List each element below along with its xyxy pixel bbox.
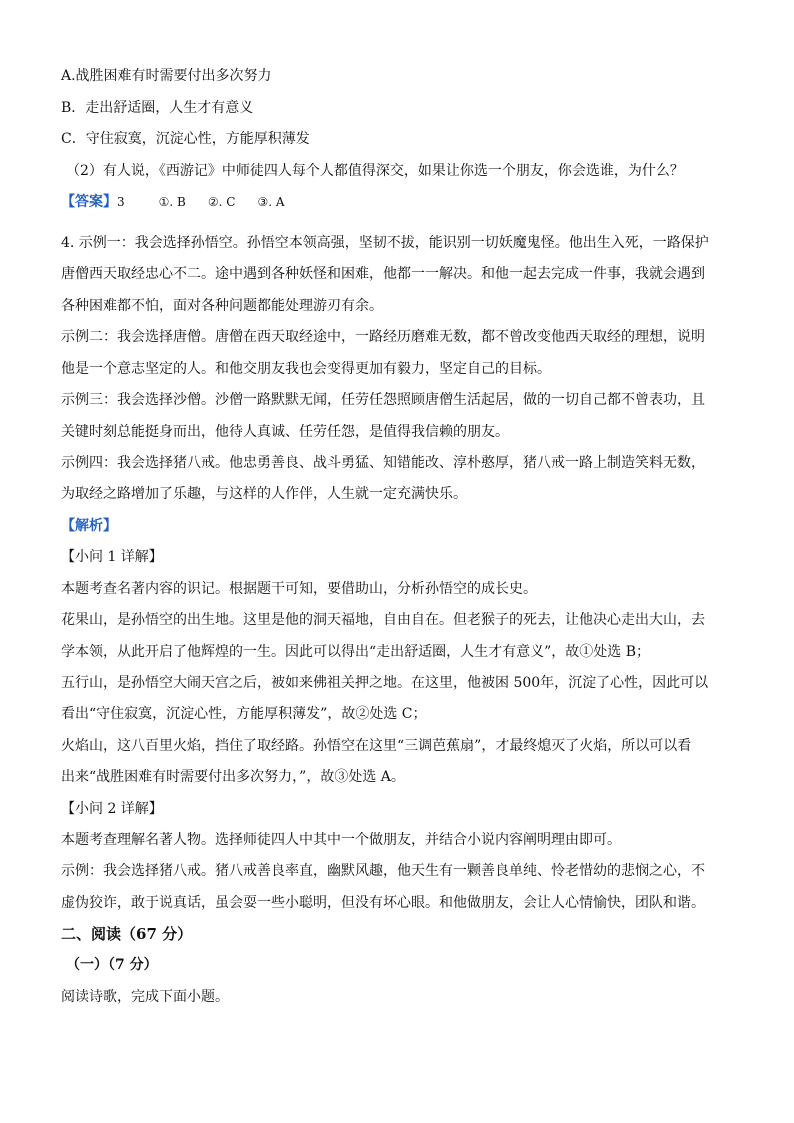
sub1-line-2: 花果山，是孙悟空的出生地。这里是他的洞天福地，自由自在。但老猴子的死去，让他决心走出大山，去 <box>61 612 705 628</box>
example-4-line-2: 为取经之路增加了乐趣，与这样的人作伴，人生就一定充满快乐。 <box>61 486 467 502</box>
sub1-line-5: 看出“守住寂寞，沉淀心性，方能厚积薄发”，故②处选 C； <box>61 706 427 722</box>
answer-item-2: ②. C <box>207 195 236 209</box>
sub1-line-7: 出来“战胜困难有时需要付出多次努力，”，故③处选 A。 <box>61 769 405 785</box>
sub1-line-6: 火焰山，这八百里火焰，挡住了取经路。孙悟空在这里“三调芭蕉扇”，才最终熄灭了火焰，所以可以看 <box>61 738 692 754</box>
sub1-line-3: 学本领，从此开启了他辉煌的一生。因此可以得出“走出舒适圈，人生才有意义”，故①处选 B； <box>61 644 651 660</box>
reading-instruction: 阅读诗歌，完成下面小题。 <box>61 989 229 1005</box>
example-1-line-1: 4. 示例一：我会选择孙悟空。孙悟空本领高强，坚韧不拔，能识别一切妖魔鬼怪。他出生入死，一路保护 <box>61 235 709 251</box>
option-b: B．走出舒适圈，人生才有意义 <box>61 100 254 116</box>
answer-item-3: ③. A <box>257 195 285 209</box>
example-4-line-1: 示例四：我会选择猪八戒。他忠勇善良、战斗勇猛、知错能改、淳朴憨厚，猪八戒一路上制造笑料无数， <box>61 455 705 471</box>
sub-question-2-title: 【小问 2 详解】 <box>61 801 163 817</box>
example-2-line-1: 示例二：我会选择唐僧。唐僧在西天取经途中，一路经历磨难无数，都不曾改变他西天取经的理想，说明 <box>61 329 705 345</box>
option-a: A.战胜困难有时需要付出多次努力 <box>61 68 272 84</box>
sub1-line-1: 本题考查名著内容的识记。根据题干可知，要借助山，分析孙悟空的成长史。 <box>61 581 537 597</box>
answer-number: 3 <box>117 195 125 209</box>
sub1-line-4: 五行山，是孙悟空大闹天宫之后，被如来佛祖关押之地。在这里，他被困 500年，沉淀了心性，因此可以 <box>61 675 709 691</box>
sub2-line-2: 示例：我会选择猪八戒。猪八戒善良率直，幽默风趣，他天生有一颗善良单纯、怜老惜幼的悲悯之心，不 <box>61 863 705 879</box>
sub-question-1-title: 【小问 1 详解】 <box>61 549 163 565</box>
sub2-line-1: 本题考查理解名著人物。选择师徒四人中其中一个做朋友，并结合小说内容阐明理由即可。 <box>61 832 621 848</box>
example-1-line-3: 各种困难都不怕，面对各种问题都能处理游刃有余。 <box>61 298 383 314</box>
answer-item-1: ①. B <box>158 195 186 209</box>
answer-tag: 【答案】 <box>61 194 117 210</box>
example-2-line-2: 他是一个意志坚定的人。和他交朋友我也会变得更加有毅力，坚定自己的目标。 <box>61 361 551 377</box>
sub2-line-3: 虚伪狡诈，敢于说真话，虽会耍一些小聪明，但没有坏心眼。和他做朋友，会让人心情愉快，团队和谐。 <box>61 895 705 911</box>
example-1-line-2: 唐僧西天取经忠心不二。途中遇到各种妖怪和困难，他都一一解决。和他一起去完成一件事，我就会遇到 <box>61 266 705 282</box>
section-2-title: 二、阅读（67 分） <box>61 925 193 943</box>
example-3-line-2: 关键时刻总能挺身而出，他待人真诚、任劳任怨，是值得我信赖的朋友。 <box>61 424 509 440</box>
analysis-tag: 【解析】 <box>61 518 117 534</box>
section-2-part-1: （一）（7 分） <box>66 957 158 973</box>
option-c: C．守住寂寞，沉淀心性，方能厚积薄发 <box>61 131 310 147</box>
question-2: （2）有人说，《西游记》中师徒四人每个人都值得深交，如果让你选一个朋友，你会选谁，为什么？ <box>66 163 684 179</box>
example-3-line-1: 示例三：我会选择沙僧。沙僧一路默默无闻，任劳任怨照顾唐僧生活起居，做的一切自己都不曾表功，且 <box>61 392 705 408</box>
answer-line <box>61 192 285 212</box>
